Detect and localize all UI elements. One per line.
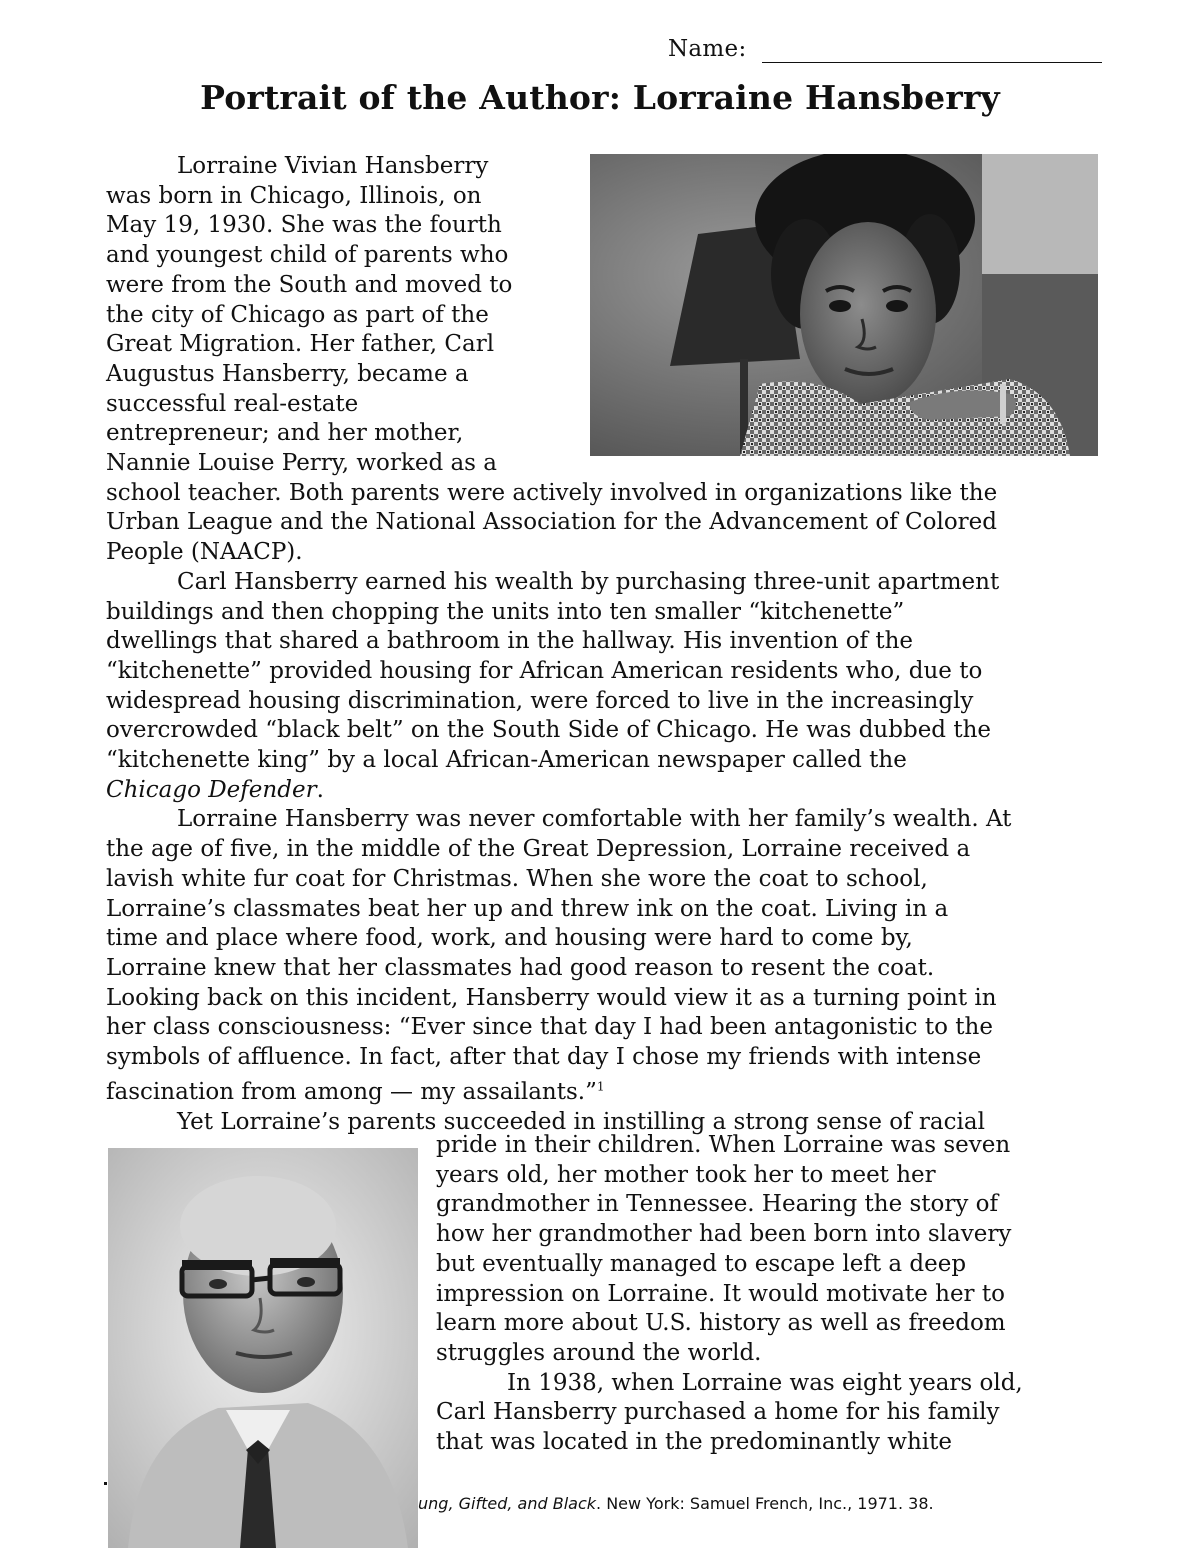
text-line: impression on Lorraine. It would motivate her to — [436, 1280, 1005, 1307]
name-blank-line — [762, 62, 1102, 63]
text-line: buildings and then chopping the units into ten smaller “kitchenette” — [106, 598, 905, 625]
text-line: but eventually managed to escape left a deep — [436, 1250, 967, 1277]
text-line: People (NAACP). — [106, 539, 303, 566]
footnote-book-title: ung, Gifted, and Black — [418, 1494, 597, 1513]
text-line: successful real-estate — [106, 390, 359, 417]
text-line: Lorraine Vivian Hansberry — [177, 153, 489, 179]
text-line: school teacher. Both parents were actively involved in organizations like the — [106, 479, 998, 506]
text-line: lavish white fur coat for Christmas. When she wore the coat to school, — [106, 865, 928, 892]
text-line: entrepreneur; and her mother, — [106, 420, 464, 447]
text-line: grandmother in Tennessee. Hearing the story of — [436, 1191, 999, 1218]
footnote-citation: . New York: Samuel French, Inc., 1971. 38. — [596, 1494, 934, 1513]
text-line: May 19, 1930. She was the fourth — [106, 212, 502, 239]
text-line: In 1938, when Lorraine was eight years old, — [507, 1369, 1023, 1396]
text-line: fascination from among — my assailants.” — [106, 1079, 597, 1106]
text-line: overcrowded “black belt” on the South Side of Chicago. He was dubbed the — [106, 717, 992, 744]
footnote-marker: 1 — [596, 1079, 605, 1094]
text-line: time and place where food, work, and housing were hard to come by, — [106, 925, 913, 952]
text-line: learn more about U.S. history as well as freedom — [436, 1310, 1006, 1337]
text-line: the city of Chicago as part of the — [106, 301, 489, 328]
text-line: symbols of affluence. In fact, after that day I chose my friends with intense — [106, 1044, 982, 1071]
text-line: and youngest child of parents who — [106, 242, 509, 269]
text-line: Lorraine Hansberry was never comfortable with her family’s wealth. At — [177, 806, 1012, 833]
text-line: “kitchenette” provided housing for African American residents who, due to — [106, 657, 983, 684]
text-line: Looking back on this incident, Hansberry would view it as a turning point in — [106, 984, 997, 1011]
lorraine-portrait-photo — [590, 154, 1098, 456]
text-line: years old, her mother took her to meet her — [436, 1161, 936, 1188]
text-line: her class consciousness: “Ever since that day I had been antagonistic to the — [106, 1014, 993, 1041]
carl-hansberry-photo — [108, 1148, 418, 1548]
newspaper-title: Chicago Defender — [106, 776, 317, 803]
name-label: Name: — [668, 36, 747, 62]
text-line: Great Migration. Her father, Carl — [106, 331, 495, 358]
text-line: was born in Chicago, Illinois, on — [106, 182, 482, 209]
text-line: . — [316, 776, 324, 803]
text-line: dwellings that shared a bathroom in the hallway. His invention of the — [106, 628, 914, 655]
footnote — [418, 1494, 934, 1513]
page-title: Portrait of the Author: Lorraine Hansberry — [200, 78, 1000, 117]
text-line: struggles around the world. — [436, 1339, 762, 1366]
text-line: Yet Lorraine’s parents succeeded in instilling a strong sense of racial — [177, 1109, 985, 1136]
text-line: Augustus Hansberry, became a — [106, 360, 469, 387]
text-line: were from the South and moved to — [106, 271, 513, 298]
text-line: Lorraine knew that her classmates had good reason to resent the coat. — [106, 954, 935, 981]
text-line: Urban League and the National Association for the Advancement of Colored — [106, 509, 998, 536]
paragraph-4 — [436, 1131, 1023, 1458]
text-line: Nannie Louise Perry, worked as a — [106, 450, 498, 477]
text-line: widespread housing discrimination, were forced to live in the increasingly — [106, 687, 974, 714]
text-line: Lorraine’s classmates beat her up and threw ink on the coat. Living in a — [106, 895, 949, 922]
text-line: how her grandmother had been born into slavery — [436, 1221, 1012, 1248]
text-line: the age of five, in the middle of the Great Depression, Lorraine received a — [106, 836, 971, 863]
text-line: that was located in the predominantly white — [436, 1429, 952, 1456]
text-line: “kitchenette king” by a local African-American newspaper called the — [106, 747, 907, 774]
text-line: pride in their children. When Lorraine was seven — [436, 1132, 1011, 1158]
text-line: Carl Hansberry earned his wealth by purchasing three-unit apartment — [177, 568, 1000, 595]
text-line: Carl Hansberry purchased a home for his family — [436, 1399, 1000, 1426]
footnote-divider — [104, 1482, 107, 1485]
